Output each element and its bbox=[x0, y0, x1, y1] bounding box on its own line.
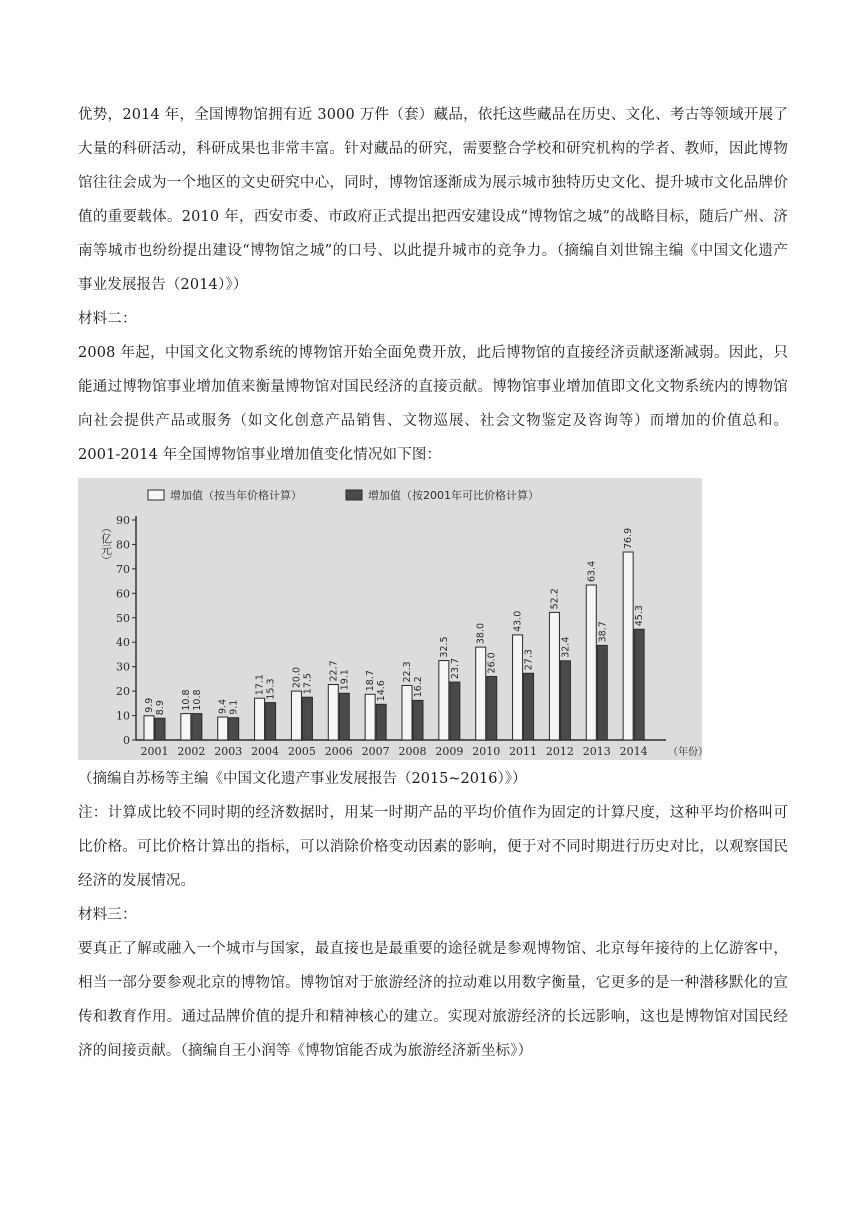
bar-current-price bbox=[144, 716, 154, 740]
data-label-current-price: 9.4 bbox=[217, 698, 229, 715]
bar-current-price bbox=[549, 612, 559, 740]
data-label-comparable-price: 15.3 bbox=[265, 678, 277, 700]
y-tick-label: 70 bbox=[116, 562, 130, 576]
x-tick-label: 2010 bbox=[472, 745, 501, 758]
bar-comparable-price bbox=[560, 661, 570, 740]
data-label-comparable-price: 32.4 bbox=[560, 636, 572, 658]
data-label-current-price: 18.7 bbox=[365, 670, 377, 692]
y-tick-label: 60 bbox=[116, 587, 130, 601]
heading-material-two: 材料二： bbox=[78, 311, 137, 327]
data-label-comparable-price: 45.3 bbox=[634, 605, 646, 627]
data-label-current-price: 32.5 bbox=[438, 636, 450, 658]
x-tick-label: 2012 bbox=[545, 745, 574, 758]
paragraph-note: 注：计算成比较不同时期的经济数据时，用某一时期产品的平均价值作为固定的计算尺度，这种平均价格叫可比价格。可比价格计算出的指标，可以消除价格变动因素的影响，便于对不同时期进行历史对比，以观察国民经济的发展情况。 bbox=[78, 805, 788, 889]
y-tick-label: 30 bbox=[116, 660, 130, 674]
bar-comparable-price bbox=[302, 697, 312, 740]
paragraph-material-one-end: 优势，2014 年，全国博物馆拥有近 3000 万件（套）藏品，依托这些藏品在历史、文化、考古等领域开展了大量的科研活动，科研成果也非常丰富。针对藏品的研究，需要整合学校和研究机构的学者、教师，因此博物馆往往会成为一个地区的文史研究中心，同时，博物馆逐渐成为展示城市独特历史文化、提升城市文化品牌价值的重要载体。2010 年，西安市委、市政府正式提出把西安建设成“博物馆之城”的战略目标，随后广州、济南等城市也纷纷提出建设“博物馆之城”的口号、以此提升城市的竞争力。（摘编自刘世锦主编《中国文化遗产事业发展报告（2014）》） bbox=[78, 107, 788, 293]
data-label-comparable-price: 14.6 bbox=[376, 680, 388, 702]
bar-comparable-price bbox=[524, 673, 534, 740]
bar-comparable-price bbox=[229, 718, 239, 740]
bar-comparable-price bbox=[192, 714, 202, 740]
data-label-comparable-price: 19.1 bbox=[339, 669, 351, 691]
document-page bbox=[78, 98, 788, 1068]
y-tick-label: 40 bbox=[116, 636, 130, 650]
legend-swatch-current-price bbox=[148, 490, 164, 500]
paragraph-material-three: 要真正了解或融入一个城市与国家，最直接也是最重要的途径就是参观博物馆、北京每年接待的上亿游客中，相当一部分要参观北京的博物馆。博物馆对于旅游经济的拉动难以用数字衡量，它更多的是一种潜移默化的宣传和教育作用。通过品牌价值的提升和精神核心的建立。实现对旅游经济的长远影响，这也是博物馆对国民经济的间接贡献。（摘编自王小润等《博物馆能否成为旅游经济新坐标》） bbox=[78, 941, 788, 1059]
x-tick-label: 2005 bbox=[287, 745, 316, 758]
bar-comparable-price bbox=[339, 693, 349, 740]
bar-comparable-price bbox=[450, 682, 460, 740]
y-tick-label: 10 bbox=[116, 709, 130, 723]
data-label-current-price: 17.1 bbox=[254, 674, 266, 696]
chart-source-caption: （摘编自苏杨等主编《中国文化遗产事业发展报告（2015~2016）》） bbox=[78, 771, 527, 787]
data-label-current-price: 63.4 bbox=[586, 560, 598, 583]
bar-current-price bbox=[402, 685, 412, 740]
x-tick-label: 2009 bbox=[435, 745, 464, 758]
data-label-current-price: 10.8 bbox=[180, 689, 192, 711]
legend-label-current-price: 增加值（按当年价格计算） bbox=[170, 489, 302, 502]
x-axis-label: （年份） bbox=[668, 747, 708, 758]
bar-current-price bbox=[623, 552, 633, 740]
data-label-comparable-price: 8.9 bbox=[155, 700, 166, 716]
x-tick-label: 2006 bbox=[324, 745, 353, 758]
bar-comparable-price bbox=[634, 629, 644, 740]
data-label-current-price: 22.7 bbox=[328, 660, 340, 682]
y-tick-label: 80 bbox=[116, 538, 130, 552]
bar-current-price bbox=[439, 661, 449, 740]
data-label-comparable-price: 16.2 bbox=[413, 676, 424, 698]
x-tick-label: 2001 bbox=[140, 745, 169, 758]
bar-current-price bbox=[291, 691, 301, 740]
bar-comparable-price bbox=[597, 645, 607, 740]
x-tick-label: 2008 bbox=[398, 745, 427, 758]
legend-swatch-comparable-price bbox=[346, 490, 362, 500]
heading-material-three: 材料三： bbox=[78, 907, 137, 923]
y-tick-label: 0 bbox=[123, 734, 130, 747]
y-tick-label: 20 bbox=[116, 685, 130, 699]
bar-current-price bbox=[255, 698, 265, 740]
museum-value-added-chart bbox=[78, 478, 708, 760]
y-tick-label: 90 bbox=[116, 514, 130, 527]
bar-current-price bbox=[328, 685, 338, 740]
x-tick-label: 2002 bbox=[177, 745, 206, 758]
data-label-current-price: 76.9 bbox=[623, 527, 635, 550]
bar-comparable-price bbox=[266, 703, 276, 740]
bar-chart-svg bbox=[78, 478, 708, 760]
data-label-current-price: 52.2 bbox=[549, 588, 561, 610]
data-label-current-price: 22.3 bbox=[402, 661, 413, 683]
x-tick-label: 2003 bbox=[214, 745, 243, 758]
bar-comparable-price bbox=[487, 676, 497, 740]
data-label-current-price: 20.0 bbox=[291, 666, 303, 689]
data-label-current-price: 43.0 bbox=[512, 610, 524, 632]
bar-comparable-price bbox=[376, 704, 386, 740]
bar-current-price bbox=[586, 585, 596, 740]
data-label-current-price: 9.9 bbox=[144, 697, 155, 713]
bar-current-price bbox=[513, 635, 523, 740]
data-label-comparable-price: 9.1 bbox=[228, 699, 240, 715]
bar-current-price bbox=[365, 694, 375, 740]
data-label-comparable-price: 10.8 bbox=[191, 689, 203, 711]
y-axis-label: （亿元） bbox=[99, 522, 113, 566]
x-tick-label: 2004 bbox=[251, 745, 280, 758]
data-label-current-price: 38.0 bbox=[475, 622, 487, 645]
paragraph-material-two: 2008 年起，中国文化文物系统的博物馆开始全面免费开放，此后博物馆的直接经济贡献逐渐减弱。因此，只能通过博物馆事业增加值来衡量博物馆对国民经济的直接贡献。博物馆事业增加值即文化文物系统内的博物馆向社会提供产品或服务（如文化创意产品销售、文物巡展、社会文物鉴定及咨询等）而增加的价值总和。2001-2014 年全国博物馆事业增加值变化情况如下图： bbox=[78, 345, 788, 463]
data-label-comparable-price: 27.3 bbox=[523, 649, 535, 671]
x-tick-label: 2011 bbox=[509, 745, 538, 758]
data-label-comparable-price: 26.0 bbox=[486, 652, 498, 674]
data-label-comparable-price: 38.7 bbox=[597, 621, 609, 643]
data-label-comparable-price: 23.7 bbox=[449, 657, 461, 680]
bar-comparable-price bbox=[155, 718, 165, 740]
x-tick-label: 2014 bbox=[619, 745, 648, 758]
bar-current-price bbox=[181, 714, 191, 740]
legend-label-comparable-price: 增加值（按2001年可比价格计算） bbox=[368, 489, 539, 502]
bar-current-price bbox=[476, 647, 486, 740]
data-label-comparable-price: 17.5 bbox=[302, 673, 314, 695]
bar-current-price bbox=[218, 717, 228, 740]
x-tick-label: 2013 bbox=[582, 745, 611, 758]
y-tick-label: 50 bbox=[116, 611, 130, 625]
x-tick-label: 2007 bbox=[361, 745, 390, 758]
bar-comparable-price bbox=[413, 700, 423, 740]
